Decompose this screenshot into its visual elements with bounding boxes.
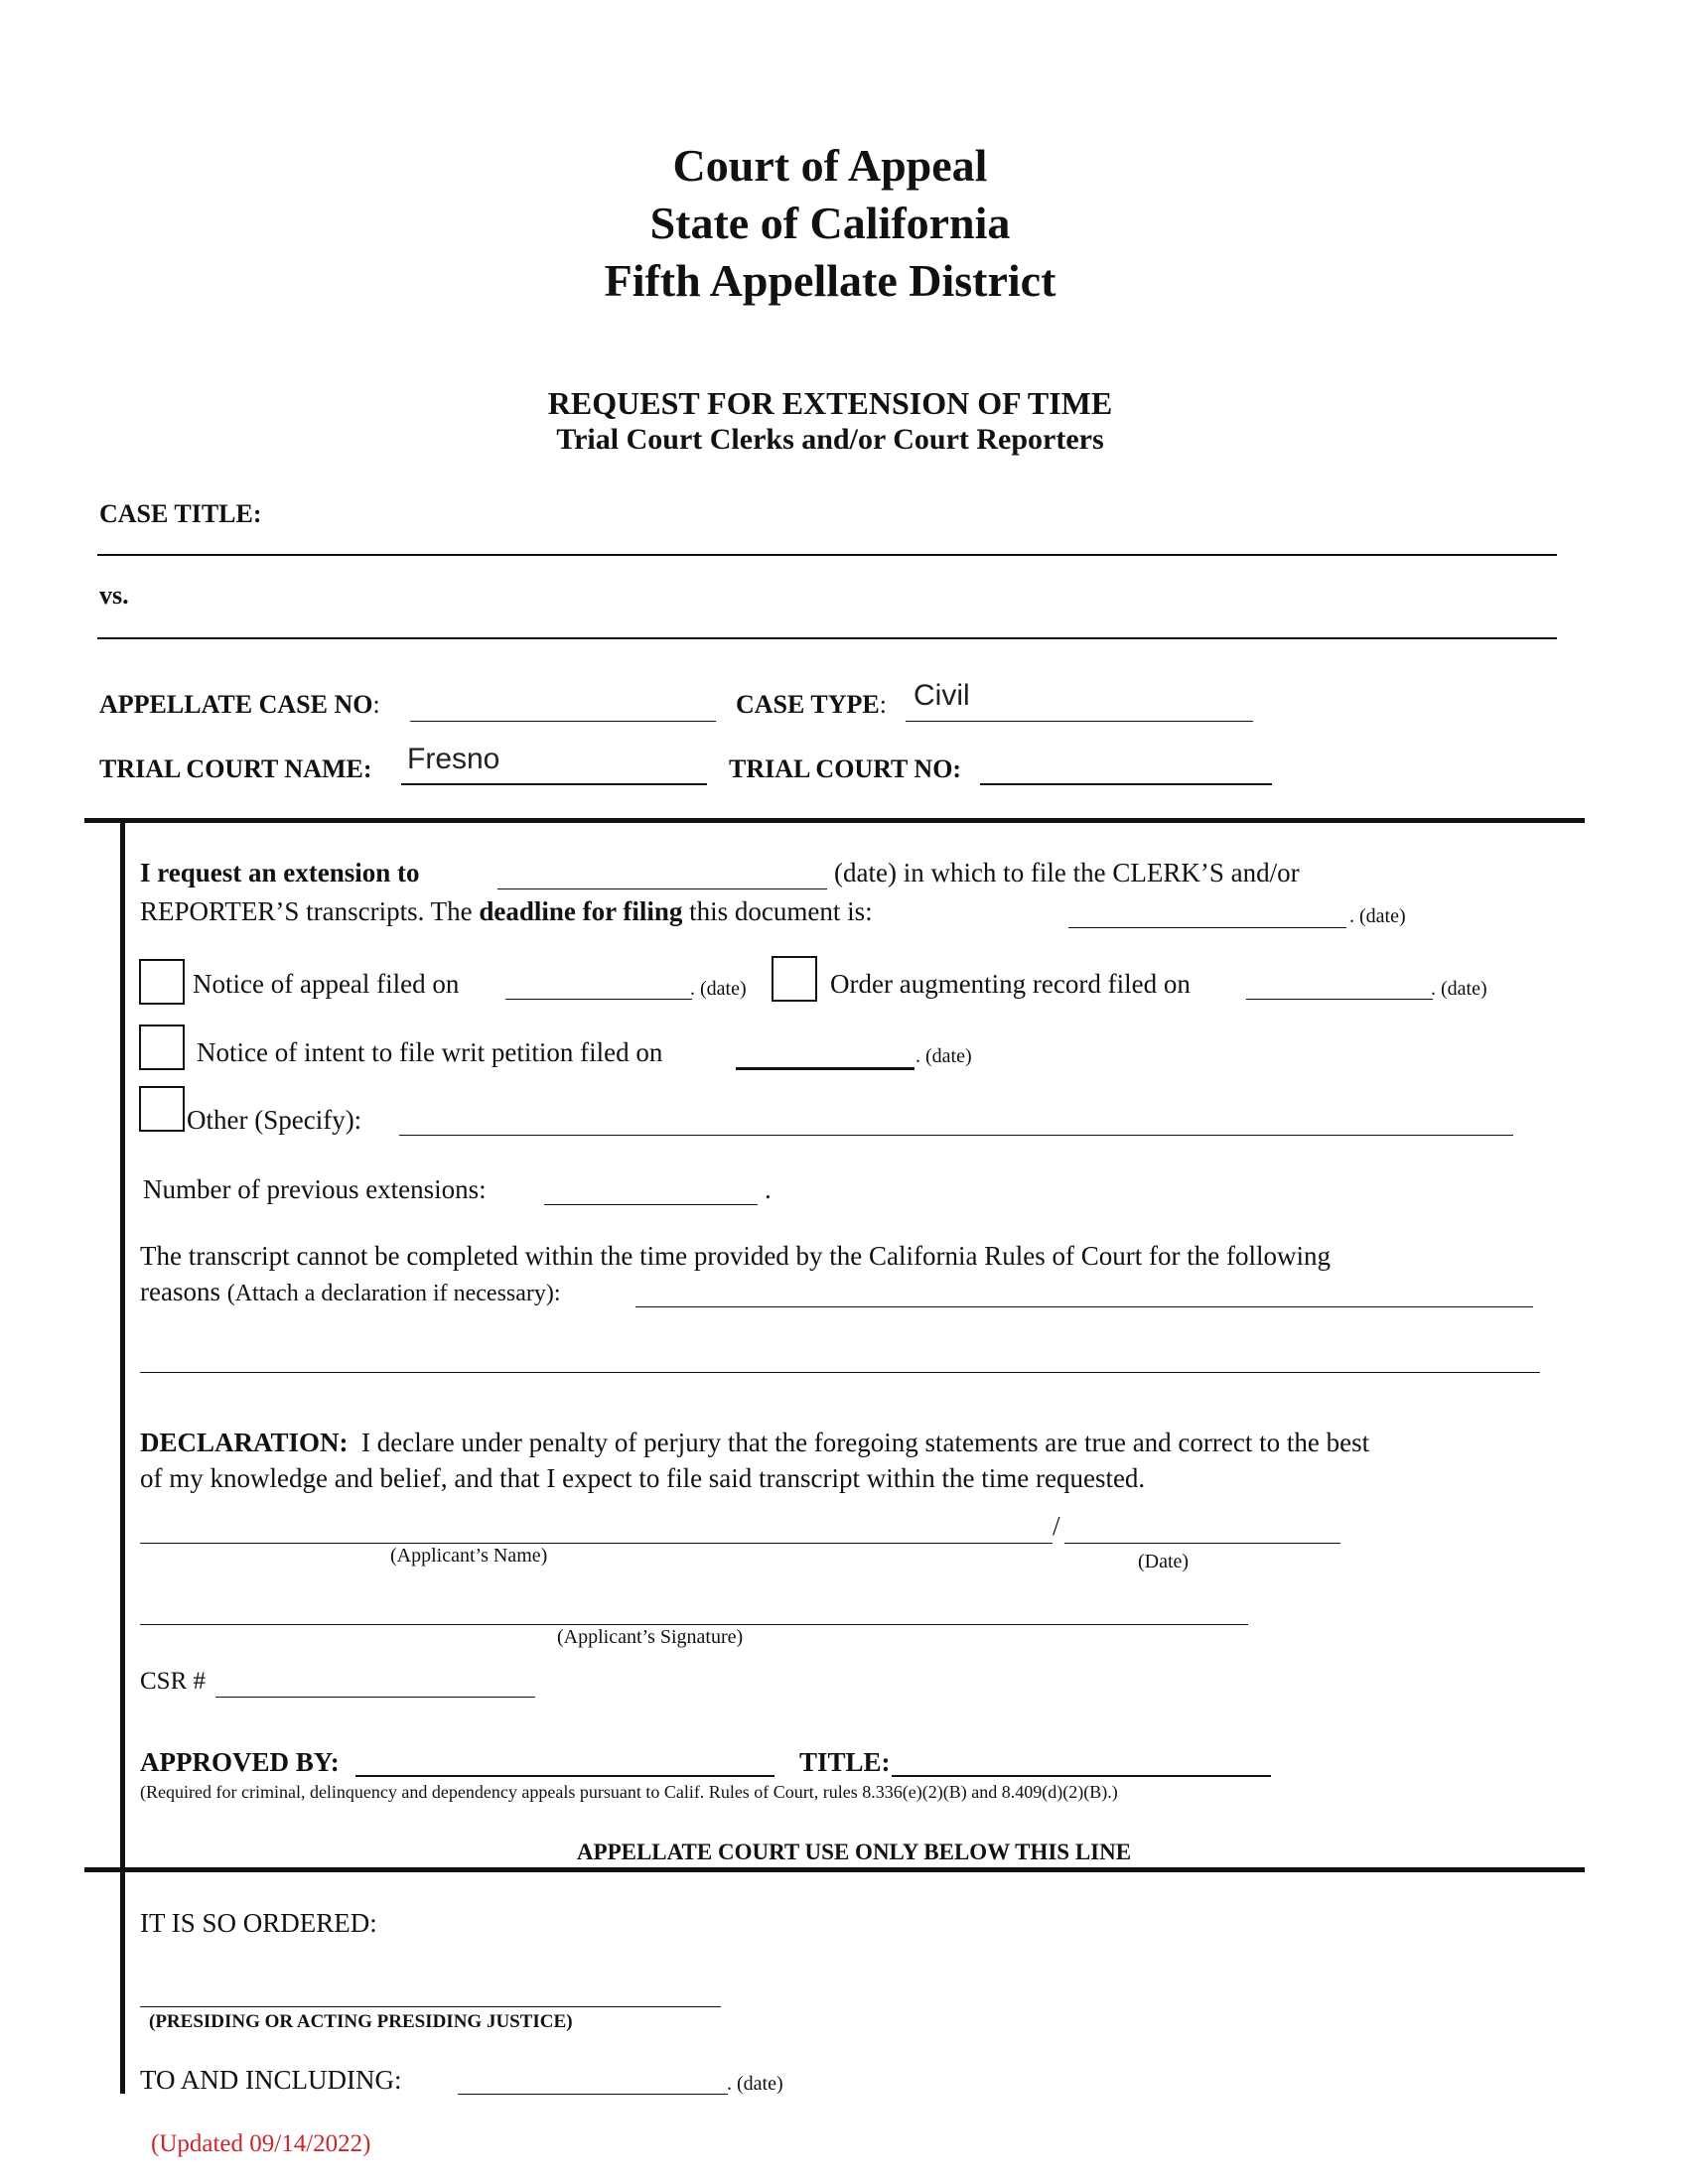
request-line-1: I request an extension to (140, 858, 420, 887)
extension-date-field[interactable] (497, 888, 827, 889)
approved-by-label: APPROVED BY: (140, 1747, 340, 1777)
to-and-including-date-hint: . (date) (727, 2073, 783, 2095)
csr-label: CSR # (140, 1668, 207, 1695)
previous-extensions-period: . (765, 1174, 772, 1204)
order-augmenting-label: Order augmenting record filed on (830, 969, 1191, 999)
order-augmenting-checkbox[interactable] (772, 956, 817, 1002)
reasons-line-2: reasons (Attach a declaration if necessary): (140, 1277, 561, 1306)
applicant-signature-caption: (Applicant’s Signature) (557, 1626, 744, 1648)
to-and-including-label: TO AND INCLUDING: (140, 2065, 402, 2095)
form-subtitle: Trial Court Clerks and/or Court Reporters (556, 423, 1104, 456)
case-title-field[interactable] (97, 554, 1557, 556)
reasons-field-1[interactable] (635, 1306, 1533, 1307)
approval-note: (Required for criminal, delinquency and dependency appeals pursuant to Calif. Rules of Court, rules 8.336(e)(2)(B) and 8.409(d)(2)(B).) (140, 1782, 1118, 1802)
other-label: Other (Specify): (187, 1105, 362, 1135)
previous-extensions-label: Number of previous extensions: (143, 1174, 487, 1204)
appellate-case-no-field[interactable] (410, 721, 716, 722)
notice-of-intent-checkbox[interactable] (139, 1024, 185, 1070)
reasons-field-2[interactable] (140, 1372, 1540, 1373)
name-date-slash: / (1053, 1511, 1060, 1541)
deadline-date-hint: . (date) (1349, 905, 1406, 927)
court-name: Court of Appeal (672, 140, 988, 191)
previous-extensions-field[interactable] (544, 1204, 758, 1205)
justice-signature-field[interactable] (140, 2006, 721, 2007)
request-date-hint: (date) in which to file the CLERK’S and/or (834, 858, 1300, 887)
notice-of-intent-date-field[interactable] (736, 1067, 914, 1070)
notice-of-appeal-date-hint: . (date) (690, 978, 747, 1000)
order-augmenting-date-field[interactable] (1246, 999, 1433, 1000)
notice-of-appeal-checkbox[interactable] (139, 959, 185, 1005)
notice-of-appeal-date-field[interactable] (505, 999, 692, 1000)
approval-title-field[interactable] (892, 1775, 1271, 1777)
declaration-date-caption: (Date) (1138, 1551, 1190, 1572)
so-ordered-label: IT IS SO ORDERED: (140, 1908, 377, 1938)
court-use-divider (84, 1867, 1585, 1872)
other-checkbox[interactable] (139, 1086, 185, 1132)
order-augmenting-date-hint: . (date) (1431, 978, 1487, 1000)
declaration-line-1: DECLARATION: I declare under penalty of perjury that the foregoing statements are true and correct to the best (140, 1428, 1370, 1457)
case-type-field[interactable] (906, 721, 1253, 722)
applicant-name-field[interactable] (140, 1543, 1053, 1544)
trial-court-name-value[interactable]: Fresno (407, 743, 500, 775)
form-title: REQUEST FOR EXTENSION OF TIME (547, 385, 1113, 421)
respondent-field[interactable] (97, 637, 1557, 639)
state-name: State of California (649, 198, 1011, 248)
appellate-case-no-label: APPELLATE CASE NO: (99, 690, 380, 719)
csr-number-field[interactable] (215, 1697, 535, 1698)
declaration-date-field[interactable] (1064, 1543, 1340, 1544)
top-divider (84, 818, 1585, 823)
case-title-label: CASE TITLE: (99, 499, 262, 528)
case-type-label: CASE TYPE: (736, 690, 887, 719)
request-line-2: REPORTER’S transcripts. The deadline for filing this document is: (140, 896, 873, 926)
to-and-including-date-field[interactable] (458, 2094, 728, 2095)
updated-date-note: (Updated 09/14/2022) (151, 2130, 371, 2157)
notice-of-appeal-label: Notice of appeal filed on (193, 969, 460, 999)
notice-of-intent-date-hint: . (date) (915, 1045, 972, 1067)
other-specify-field[interactable] (399, 1135, 1513, 1136)
reasons-line-1: The transcript cannot be completed within the time provided by the California Rules of Court for the following (140, 1241, 1331, 1271)
trial-court-name-field[interactable] (401, 783, 707, 785)
applicant-name-caption: (Applicant’s Name) (390, 1545, 548, 1567)
approved-by-field[interactable] (355, 1775, 774, 1777)
declaration-line-2: of my knowledge and belief, and that I expect to file said transcript within the time requested. (140, 1463, 1146, 1493)
trial-court-no-field[interactable] (980, 783, 1272, 785)
deadline-date-field[interactable] (1068, 927, 1346, 928)
court-use-only-label: APPELLATE COURT USE ONLY BELOW THIS LINE (576, 1840, 1132, 1864)
title-label: TITLE: (799, 1747, 891, 1777)
district-name: Fifth Appellate District (604, 255, 1056, 306)
vs-label: vs. (99, 581, 129, 610)
trial-court-name-label: TRIAL COURT NAME: (99, 754, 372, 783)
applicant-signature-field[interactable] (140, 1624, 1248, 1625)
notice-of-intent-label: Notice of intent to file writ petition filed on (197, 1037, 663, 1067)
justice-caption: (PRESIDING OR ACTING PRESIDING JUSTICE) (149, 2011, 573, 2032)
case-type-value[interactable]: Civil (914, 679, 970, 712)
trial-court-no-label: TRIAL COURT NO: (729, 754, 962, 783)
left-border (120, 818, 125, 2094)
